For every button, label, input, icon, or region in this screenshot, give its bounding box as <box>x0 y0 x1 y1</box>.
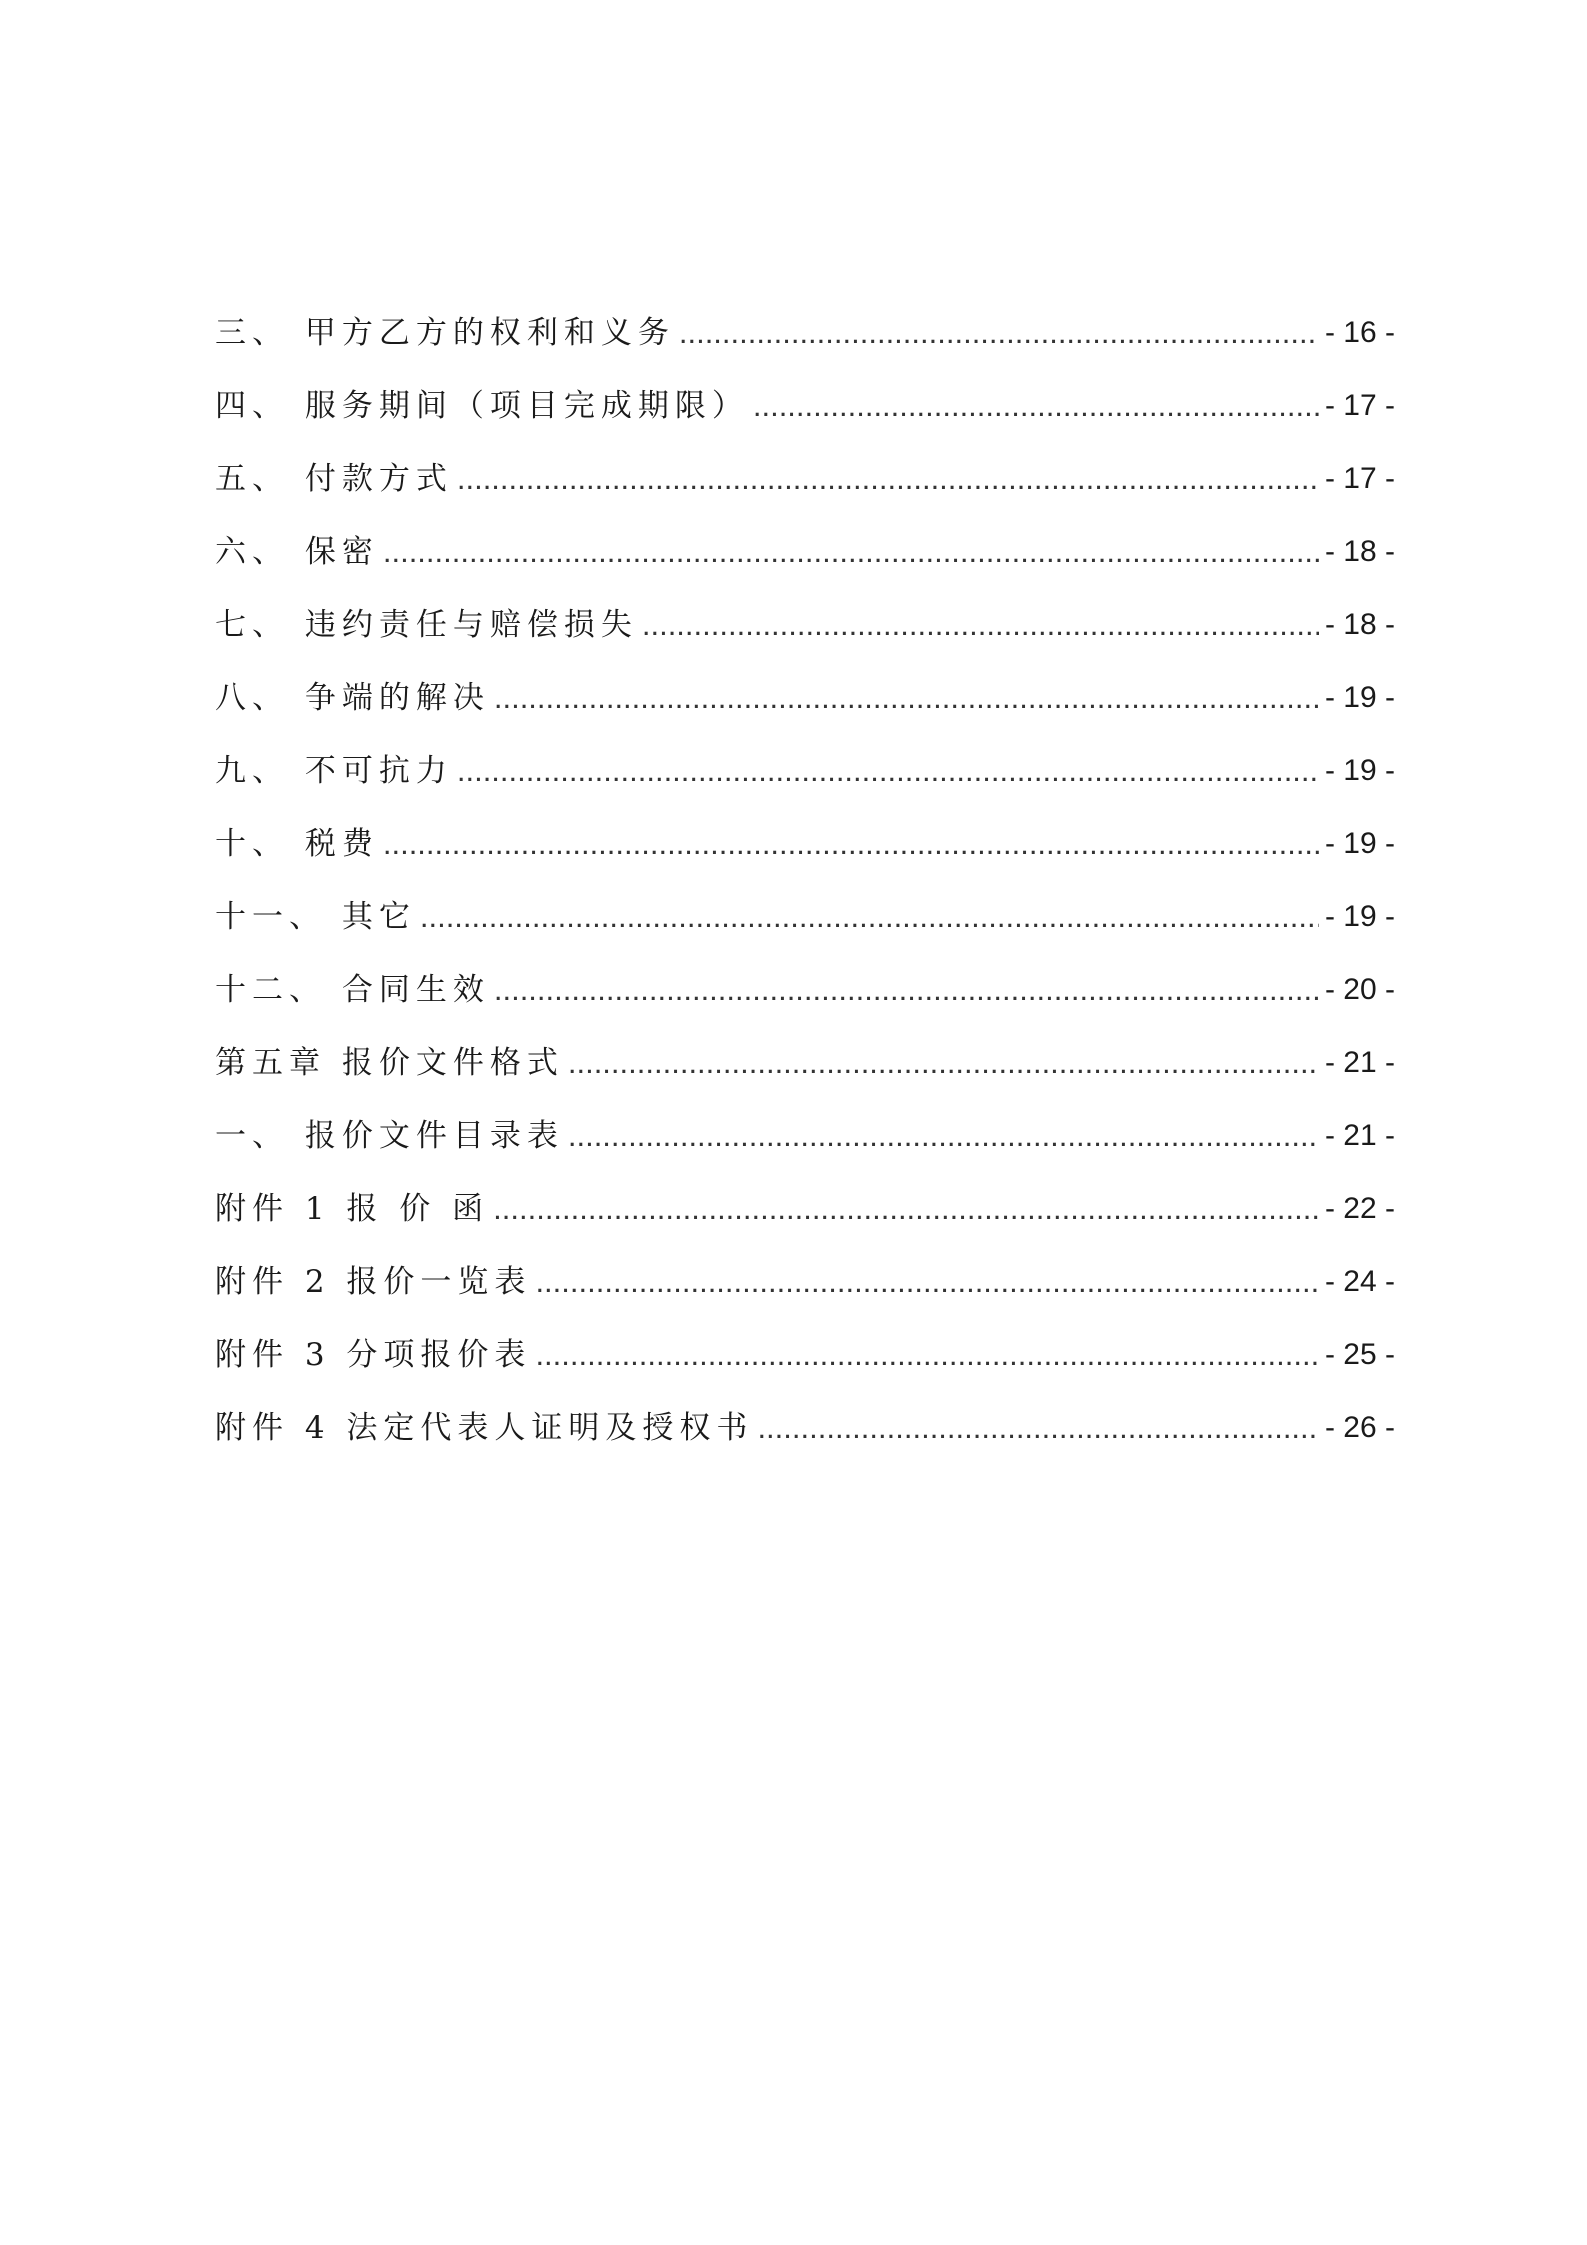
toc-entry-label: 附件 4 法定代表人证明及授权书 <box>215 1410 754 1446</box>
toc-entry[interactable] <box>215 353 1395 426</box>
toc-entry-label: 五、 付款方式 <box>215 461 453 497</box>
toc-page-number: - 18 - <box>1324 535 1395 568</box>
toc-page-number: - 17 - <box>1324 389 1395 422</box>
toc-dot-leader <box>757 1408 1319 1448</box>
toc-entry[interactable] <box>215 280 1395 353</box>
toc-entry[interactable] <box>215 1156 1395 1229</box>
toc-dot-leader <box>568 1043 1319 1083</box>
toc-entry[interactable] <box>215 1375 1395 1448</box>
toc-dot-leader <box>535 1335 1319 1375</box>
toc-dot-leader <box>383 532 1319 572</box>
toc-entry-label: 附件 2 报价一览表 <box>215 1264 532 1300</box>
toc-entry-label: 十二、 合同生效 <box>215 972 490 1008</box>
toc-dot-leader <box>493 1189 1319 1229</box>
toc-entry-label: 一、 报价文件目录表 <box>215 1118 564 1154</box>
toc-dot-leader <box>535 1262 1319 1302</box>
toc-dot-leader <box>753 386 1319 426</box>
toc-entry-label: 七、 违约责任与赔偿损失 <box>215 607 638 643</box>
table-of-contents <box>215 280 1395 1448</box>
toc-dot-leader <box>420 897 1319 937</box>
toc-entry-label: 十一、 其它 <box>215 899 416 935</box>
toc-page-number: - 21 - <box>1324 1046 1395 1079</box>
toc-page-number: - 20 - <box>1324 973 1395 1006</box>
toc-entry[interactable] <box>215 864 1395 937</box>
toc-page-number: - 19 - <box>1324 900 1395 933</box>
toc-entry-label: 四、 服务期间（项目完成期限） <box>215 388 749 424</box>
toc-page-number: - 24 - <box>1324 1265 1395 1298</box>
toc-entry[interactable] <box>215 1010 1395 1083</box>
toc-entry-label: 三、 甲方乙方的权利和义务 <box>215 315 675 351</box>
toc-dot-leader <box>494 970 1319 1010</box>
toc-dot-leader <box>642 605 1319 645</box>
toc-entry[interactable] <box>215 499 1395 572</box>
toc-page-number: - 16 - <box>1324 316 1395 349</box>
toc-dot-leader <box>457 751 1319 791</box>
toc-entry[interactable] <box>215 572 1395 645</box>
toc-dot-leader <box>383 824 1319 864</box>
toc-dot-leader <box>679 313 1319 353</box>
toc-entry[interactable] <box>215 791 1395 864</box>
toc-entry-label: 十、 税费 <box>215 826 379 862</box>
toc-dot-leader <box>494 678 1319 718</box>
toc-page-number: - 17 - <box>1324 462 1395 495</box>
toc-entry-label: 附件 3 分项报价表 <box>215 1337 532 1373</box>
toc-page-number: - 19 - <box>1324 754 1395 787</box>
toc-entry-label: 六、 保密 <box>215 534 379 570</box>
toc-entry-label: 九、 不可抗力 <box>215 753 453 789</box>
toc-page-number: - 18 - <box>1324 608 1395 641</box>
toc-entry[interactable] <box>215 645 1395 718</box>
toc-entry-label: 附件 1 报 价 函 <box>215 1191 490 1227</box>
toc-entry[interactable] <box>215 718 1395 791</box>
toc-dot-leader <box>568 1116 1319 1156</box>
toc-entry[interactable] <box>215 426 1395 499</box>
toc-entry[interactable] <box>215 1302 1395 1375</box>
toc-entry-label: 第五章 报价文件格式 <box>215 1045 564 1081</box>
toc-page-number: - 25 - <box>1324 1338 1395 1371</box>
toc-entry[interactable] <box>215 1083 1395 1156</box>
toc-page-number: - 19 - <box>1324 681 1395 714</box>
toc-dot-leader <box>457 459 1319 499</box>
toc-page-number: - 19 - <box>1324 827 1395 860</box>
toc-page-number: - 26 - <box>1324 1411 1395 1444</box>
toc-page-number: - 21 - <box>1324 1119 1395 1152</box>
toc-entry-label: 八、 争端的解决 <box>215 680 490 716</box>
toc-page-number: - 22 - <box>1324 1192 1395 1225</box>
toc-entry[interactable] <box>215 937 1395 1010</box>
toc-entry[interactable] <box>215 1229 1395 1302</box>
